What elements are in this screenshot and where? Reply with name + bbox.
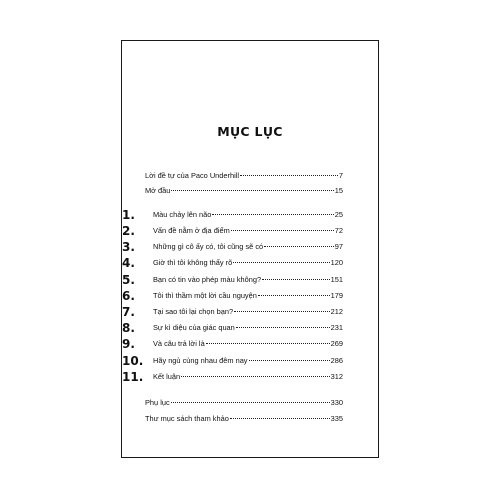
toc-chapter-2 <box>122 224 343 238</box>
dot-leader <box>234 311 330 312</box>
toc-entry-title: Sự kì diệu của giác quan <box>153 323 235 332</box>
dot-leader <box>171 402 330 403</box>
toc-entry-page: 7 <box>338 171 343 180</box>
chapter-number: 8. <box>122 321 135 335</box>
toc-chapter-3 <box>122 240 343 254</box>
toc-entry-title: Hãy ngủ cùng nhau đêm nay <box>153 356 248 365</box>
chapter-number: 5. <box>122 273 135 287</box>
toc-entry-title: Phụ lục <box>145 398 170 407</box>
toc-chapter-9 <box>122 337 343 351</box>
toc-entry-page: 97 <box>334 242 343 251</box>
dot-leader <box>231 230 334 231</box>
toc-entry-title: Tôi thì thầm một lời cầu nguyện <box>153 291 257 300</box>
dot-leader <box>230 418 330 419</box>
toc-chapter-6 <box>122 289 343 303</box>
dot-leader <box>249 360 330 361</box>
chapter-number: 1. <box>122 208 135 222</box>
toc-entry-title: Kết luận <box>153 372 181 381</box>
toc-entry-title: Lời đề tự của Paco Underhill <box>145 171 240 180</box>
toc-entry-intro <box>145 184 343 198</box>
toc-entry-page: 179 <box>330 291 343 300</box>
dot-leader <box>258 295 330 296</box>
toc-entry-bibliography <box>145 412 343 426</box>
toc-entry-title: Và câu trả lời là <box>153 339 205 348</box>
book-page <box>121 40 379 458</box>
toc-chapter-7 <box>122 305 343 319</box>
dot-leader <box>233 262 329 263</box>
toc-title: MỤC LỤC <box>217 124 283 139</box>
chapter-number: 2. <box>122 224 135 238</box>
chapter-number: 11. <box>122 370 144 384</box>
toc-chapter-10 <box>122 354 343 368</box>
toc-entry-page: 72 <box>334 226 343 235</box>
toc-entry-page: 330 <box>330 398 343 407</box>
toc-entry-page: 212 <box>330 307 343 316</box>
chapter-number: 3. <box>122 240 135 254</box>
dot-leader <box>236 327 330 328</box>
toc-entry-page: 231 <box>330 323 343 332</box>
toc-chapter-8 <box>122 321 343 335</box>
chapter-number: 9. <box>122 337 135 351</box>
dot-leader <box>264 246 334 247</box>
toc-entry-appendix <box>145 396 343 410</box>
toc-chapter-1 <box>122 208 343 222</box>
dot-leader <box>212 214 333 215</box>
toc-entry-page: 120 <box>330 258 343 267</box>
chapter-number: 4. <box>122 256 135 270</box>
toc-entry-title: Mở đầu <box>145 186 171 195</box>
dot-leader <box>240 175 338 176</box>
dot-leader <box>206 343 330 344</box>
chapter-number: 6. <box>122 289 135 303</box>
toc-chapter-11 <box>122 370 343 384</box>
toc-entry-title: Màu chảy lên não <box>153 210 212 219</box>
toc-entry-title: Những gì cô ấy có, tôi cũng sẽ có <box>153 242 264 251</box>
toc-entry-title: Giờ thì tôi không thấy rõ <box>153 258 233 267</box>
chapter-number: 10. <box>122 354 144 368</box>
toc-entry-title: Thư mục sách tham khảo <box>145 414 229 423</box>
toc-chapter-5 <box>122 273 343 287</box>
toc-entry-page: 269 <box>330 339 343 348</box>
toc-entry-title: Vấn đề nằm ở địa điểm <box>153 226 230 235</box>
dot-leader <box>262 279 330 280</box>
toc-entry-page: 312 <box>330 372 343 381</box>
chapter-number: 7. <box>122 305 135 319</box>
dot-leader <box>171 190 333 191</box>
toc-entry-page: 335 <box>330 414 343 423</box>
toc-entry-title: Bạn có tin vào phép màu không? <box>153 275 262 284</box>
toc-entry-title: Tại sao tôi lại chọn bạn? <box>153 307 234 316</box>
toc-entry-page: 286 <box>330 356 343 365</box>
dot-leader <box>181 376 330 377</box>
toc-chapter-4 <box>122 256 343 270</box>
toc-entry-page: 151 <box>330 275 343 284</box>
toc-entry-page: 25 <box>334 210 343 219</box>
toc-entry-page: 15 <box>334 186 343 195</box>
toc-entry-foreword <box>145 169 343 183</box>
